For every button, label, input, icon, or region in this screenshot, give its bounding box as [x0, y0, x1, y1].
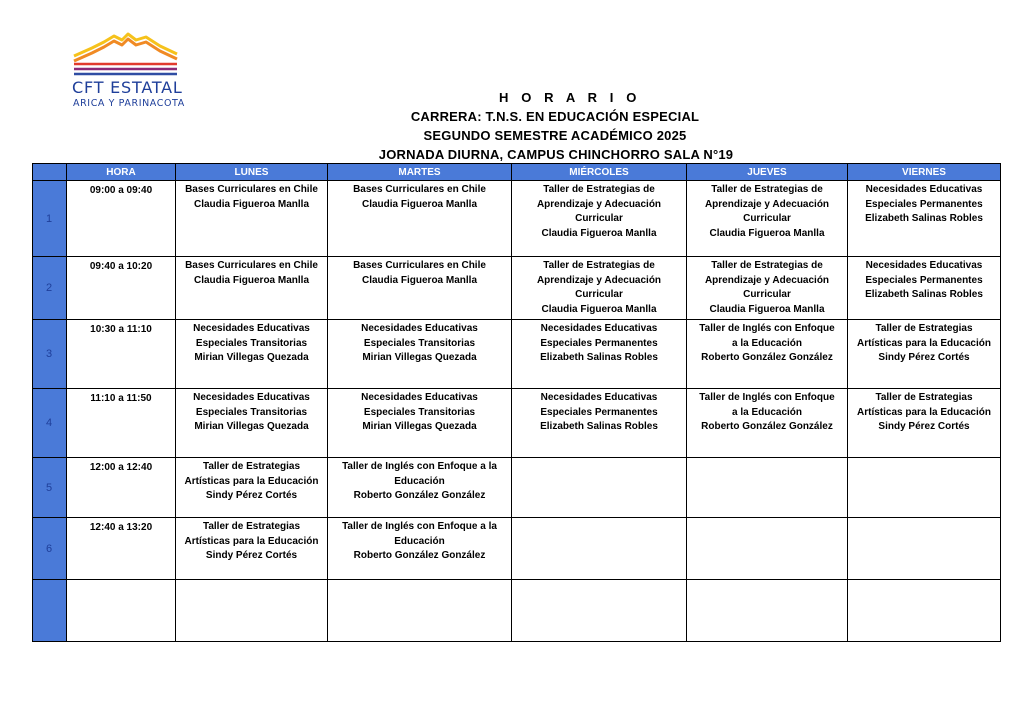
class-cell-line: Mirian Villegas Quezada — [194, 352, 309, 363]
class-cell-line: Claudia Figueroa Manlla — [193, 198, 310, 210]
class-cell-line: Necesidades Educativas — [540, 323, 658, 334]
class-cell-line: a la Educación — [731, 406, 803, 418]
class-cell — [176, 181, 328, 257]
class-cell-line: Bases Curriculares en Chile — [353, 184, 486, 195]
column-header-tuesday: MARTES — [328, 164, 512, 181]
class-cell-line: Aprendizaje y Adecuación — [536, 198, 662, 210]
class-cell — [176, 518, 328, 580]
class-cell — [687, 181, 848, 257]
class-cell-line: Sindy Pérez Cortés — [205, 490, 298, 501]
class-cell-line: Taller de Estrategias — [202, 461, 301, 472]
class-cell-line: Especiales Permanentes — [865, 198, 983, 210]
class-cell-line: Necesidades Educativas — [193, 392, 310, 403]
class-cell-line: Bases Curriculares en Chile — [353, 260, 486, 271]
table-header-row — [33, 164, 1001, 181]
row-number — [33, 580, 67, 642]
class-cell-line: Curricular — [743, 289, 791, 300]
class-cell — [176, 320, 328, 389]
class-cell — [328, 389, 512, 458]
class-cell — [848, 458, 1001, 518]
class-cell-line: Artísticas para la Educación — [857, 406, 991, 418]
table-row — [33, 181, 1001, 257]
class-cell-line: Necesidades Educativas — [361, 323, 478, 334]
class-cell-line: Claudia Figueroa Manlla — [361, 198, 478, 210]
class-cell-line: Especiales Transitorias — [195, 337, 308, 349]
class-cell-line: Artísticas para la Educación — [184, 535, 319, 547]
column-header-corner — [33, 164, 67, 181]
career-heading: CARRERA: T.N.S. EN EDUCACIÓN ESPECIAL — [410, 109, 700, 124]
class-cell-line: Taller de Inglés con Enfoque — [699, 392, 835, 403]
time-slot: 09:40 a 10:20 — [67, 257, 176, 320]
class-cell — [512, 518, 687, 580]
class-cell-line: Taller de Estrategias de — [711, 260, 823, 271]
class-cell-line: Mirian Villegas Quezada — [194, 421, 309, 432]
time-slot: 10:30 a 11:10 — [67, 320, 176, 389]
class-cell-line: Especiales Transitorias — [363, 406, 476, 418]
class-cell — [687, 320, 848, 389]
row-number: 5 — [33, 458, 67, 518]
class-cell-line: Taller de Estrategias — [875, 323, 973, 334]
row-number: 1 — [33, 181, 67, 257]
class-cell-line: Elizabeth Salinas Robles — [540, 421, 658, 432]
class-cell-line: Curricular — [575, 289, 623, 300]
class-cell — [848, 320, 1001, 389]
class-cell — [687, 518, 848, 580]
table-row — [33, 257, 1001, 320]
class-cell-line: Taller de Inglés con Enfoque a la — [342, 521, 497, 532]
class-cell — [176, 580, 328, 642]
class-cell-line: Artísticas para la Educación — [857, 337, 991, 349]
logo-subtitle: ARICA Y PARINACOTA — [73, 98, 185, 109]
class-cell-line: Elizabeth Salinas Robles — [865, 289, 983, 300]
class-cell-line: Bases Curriculares en Chile — [185, 260, 318, 271]
class-cell-line: Especiales Transitorias — [363, 337, 476, 349]
class-cell-line: Educación — [394, 535, 445, 547]
class-cell — [848, 389, 1001, 458]
class-cell-line: a la Educación — [731, 337, 803, 349]
class-cell-line: Taller de Estrategias de — [711, 184, 823, 195]
class-cell-line: Necesidades Educativas — [540, 392, 658, 403]
class-cell — [176, 389, 328, 458]
class-cell — [328, 181, 512, 257]
class-cell-line: Sindy Pérez Cortés — [878, 352, 970, 363]
class-cell-line: Claudia Figueroa Manlla — [541, 303, 657, 315]
table-row — [33, 458, 1001, 518]
class-cell-line: Necesidades Educativas — [865, 260, 983, 271]
class-cell-line: Educación — [394, 475, 445, 487]
class-cell-line: Claudia Figueroa Manlla — [361, 274, 478, 286]
class-cell — [512, 257, 687, 320]
class-cell-line: Taller de Inglés con Enfoque — [699, 323, 835, 334]
class-cell — [328, 580, 512, 642]
table-row — [33, 518, 1001, 580]
class-cell-line: Necesidades Educativas — [361, 392, 478, 403]
document-header — [0, 88, 1032, 164]
class-cell-line: Claudia Figueroa Manlla — [541, 227, 657, 239]
class-cell-line: Bases Curriculares en Chile — [185, 184, 318, 195]
row-number: 2 — [33, 257, 67, 320]
row-number: 6 — [33, 518, 67, 580]
time-slot: 12:40 a 13:20 — [67, 518, 176, 580]
class-cell-line: Curricular — [575, 213, 623, 224]
class-cell-line: Taller de Estrategias — [202, 521, 301, 532]
column-header-hour: HORA — [67, 164, 176, 181]
document-title: H O R A R I O — [499, 90, 641, 105]
class-cell — [687, 580, 848, 642]
class-cell — [328, 257, 512, 320]
class-cell-line: Aprendizaje y Adecuación — [536, 274, 662, 286]
mountain-stripes-icon — [70, 30, 185, 80]
class-cell — [848, 181, 1001, 257]
class-cell — [328, 458, 512, 518]
table-row — [33, 389, 1001, 458]
time-slot — [67, 580, 176, 642]
class-cell — [848, 257, 1001, 320]
class-cell-line: Roberto González González — [353, 490, 486, 501]
class-cell-line: Especiales Permanentes — [540, 406, 658, 418]
class-cell-line: Necesidades Educativas — [193, 323, 310, 334]
table-row — [33, 320, 1001, 389]
column-header-wednesday: MIÉRCOLES — [512, 164, 687, 181]
class-cell — [176, 458, 328, 518]
class-cell-line: Taller de Inglés con Enfoque a la — [342, 461, 497, 472]
row-number: 4 — [33, 389, 67, 458]
class-cell-line: Sindy Pérez Cortés — [205, 550, 298, 561]
class-cell — [512, 580, 687, 642]
time-slot: 09:00 a 09:40 — [67, 181, 176, 257]
class-cell-line: Artísticas para la Educación — [184, 475, 319, 487]
class-cell-line: Necesidades Educativas — [865, 184, 983, 195]
class-cell-line: Claudia Figueroa Manlla — [709, 303, 825, 315]
class-cell-line: Taller de Estrategias de — [543, 260, 655, 271]
schedule-table — [32, 163, 1001, 642]
class-cell-line: Taller de Estrategias de — [543, 184, 655, 195]
class-cell — [328, 518, 512, 580]
column-header-monday: LUNES — [176, 164, 328, 181]
column-header-thursday: JUEVES — [687, 164, 848, 181]
row-number: 3 — [33, 320, 67, 389]
class-cell — [687, 458, 848, 518]
class-cell — [512, 458, 687, 518]
class-cell-line: Roberto González González — [701, 421, 833, 432]
table-row — [33, 580, 1001, 642]
class-cell-line: Aprendizaje y Adecuación — [704, 198, 830, 210]
class-cell — [512, 181, 687, 257]
class-cell — [687, 257, 848, 320]
class-cell-line: Curricular — [743, 213, 791, 224]
logo-name: CFT ESTATAL — [72, 78, 183, 97]
semester-heading: SEGUNDO SEMESTRE ACADÉMICO 2025 — [423, 128, 687, 143]
class-cell — [848, 580, 1001, 642]
class-cell-line: Sindy Pérez Cortés — [878, 421, 970, 432]
class-cell-line: Elizabeth Salinas Robles — [865, 213, 983, 224]
class-cell-line: Claudia Figueroa Manlla — [709, 227, 825, 239]
class-cell — [176, 257, 328, 320]
class-cell — [512, 320, 687, 389]
class-cell-line: Mirian Villegas Quezada — [362, 421, 477, 432]
time-slot: 11:10 a 11:50 — [67, 389, 176, 458]
class-cell-line: Mirian Villegas Quezada — [362, 352, 477, 363]
column-header-friday: VIERNES — [848, 164, 1001, 181]
class-cell-line: Roberto González González — [353, 550, 486, 561]
class-cell-line: Claudia Figueroa Manlla — [193, 274, 310, 286]
time-slot: 12:00 a 12:40 — [67, 458, 176, 518]
class-cell — [328, 320, 512, 389]
class-cell-line: Roberto González González — [701, 352, 833, 363]
class-cell-line: Elizabeth Salinas Robles — [540, 352, 658, 363]
class-cell-line: Aprendizaje y Adecuación — [704, 274, 830, 286]
class-cell-line: Especiales Transitorias — [195, 406, 308, 418]
campus-heading: JORNADA DIURNA, CAMPUS CHINCHORRO SALA N°19 — [378, 147, 734, 162]
class-cell-line: Taller de Estrategias — [875, 392, 973, 403]
class-cell-line: Especiales Permanentes — [865, 274, 983, 286]
class-cell-line: Especiales Permanentes — [540, 337, 658, 349]
class-cell — [848, 518, 1001, 580]
class-cell — [512, 389, 687, 458]
class-cell — [687, 389, 848, 458]
